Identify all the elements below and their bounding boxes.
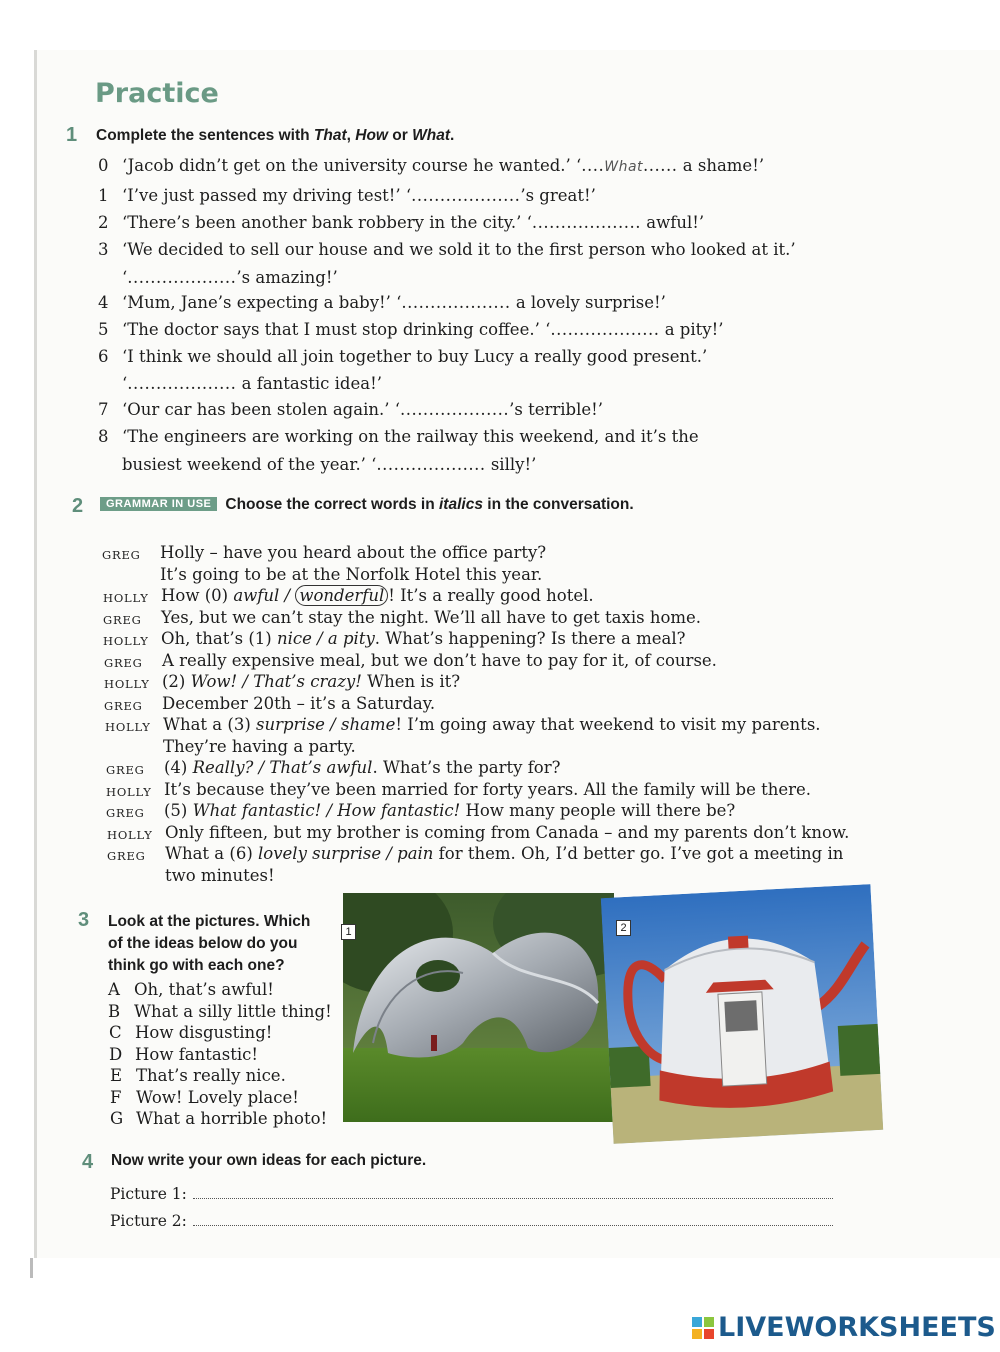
item-number: 3 <box>98 240 109 259</box>
speaker-name: HOLLY <box>104 677 150 691</box>
circled-example-answer: wonderful <box>295 585 388 606</box>
speaker-name: HOLLY <box>103 591 149 605</box>
exercise-1-item: 6 ‘I think we should all join together to buy Lucy a really good present.’ <box>98 347 708 366</box>
item-number: 2 <box>98 213 109 232</box>
grammar-in-use-badge: GRAMMAR IN USE <box>100 497 217 511</box>
answer-blank[interactable]: ................... <box>401 293 511 312</box>
choice-options[interactable]: awful / <box>233 586 296 605</box>
item-number: 4 <box>98 293 109 312</box>
brand-name: LIVEWORKSHEETS <box>718 1312 996 1343</box>
conversation-line: It’s going to be at the Norfolk Hotel this year. <box>160 564 543 584</box>
exercise-1-item: 1 ‘I’ve just passed my driving test!’ ‘...................’s great!’ <box>98 186 596 205</box>
conversation-line: They’re having a party. <box>163 736 356 756</box>
item-number: 0 <box>98 156 109 175</box>
speaker-name: HOLLY <box>105 720 151 734</box>
exercise-4-instruction: Now write your own ideas for each picture. <box>111 1152 427 1169</box>
answer-blank[interactable]: ................... <box>127 374 237 393</box>
choice-options[interactable]: What fantastic! / How fantastic! <box>192 801 461 820</box>
conversation-line: How (0) awful / wonderful ! It’s a really good hotel. <box>161 586 594 605</box>
idea-option: B What a silly little thing! <box>108 1001 332 1021</box>
item-number: 6 <box>98 347 109 366</box>
page-title: Practice <box>95 78 219 109</box>
idea-option: A Oh, that’s awful! <box>108 980 274 999</box>
conversation-line: (5) What fantastic! / How fantastic! How many people will there be? <box>164 801 736 820</box>
speaker-name: GREG <box>104 698 143 713</box>
conversation-line: What a (6) lovely surprise / pain for them. Oh, I’d better go. I’ve got a meeting in <box>165 844 844 863</box>
conversation-line: Only fifteen, but my brother is coming from Canada – and my parents don’t know. <box>165 822 850 842</box>
exercise-1-instruction: Complete the sentences with That, How or What. <box>96 127 455 144</box>
speaker-name: GREG <box>107 849 146 863</box>
answer-blank[interactable]: ................... <box>399 400 510 419</box>
conversation-line: Yes, but we can’t stay the night. We’ll all have to get taxis home. <box>161 607 702 627</box>
exercise-1-number: 1 <box>66 124 78 146</box>
conversation-line: (4) Really? / That’s awful. What’s the party for? <box>164 758 561 777</box>
choice-options[interactable]: nice / a pity <box>276 629 375 648</box>
exercise-2-number: 2 <box>72 495 84 517</box>
speaker-name: HOLLY <box>107 827 153 842</box>
item-number: 7 <box>98 400 109 419</box>
exercise-3-number: 3 <box>78 909 90 931</box>
page-edge <box>30 1258 33 1278</box>
answer-blank[interactable]: ................... <box>411 186 521 205</box>
example-answer: What <box>604 159 644 175</box>
exercise-2-instruction: GRAMMAR IN USE Choose the correct words in italics in the conversation. <box>100 496 634 514</box>
answer-blank[interactable]: ................... <box>531 213 642 232</box>
speaker-name: GREG <box>103 612 142 627</box>
speaker-name: GREG <box>106 763 145 777</box>
speaker-name: GREG <box>104 655 143 670</box>
exercise-1-item: 4 ‘Mum, Jane’s expecting a baby!’ ‘................... a lovely surprise!’ <box>98 293 666 312</box>
item-number: 1 <box>98 186 109 205</box>
picture-1-label: 1 <box>341 924 356 940</box>
picture-2-answer-line[interactable]: Picture 2: <box>110 1212 833 1230</box>
conversation-line: It’s because they’ve been married for forty years. All the family will be there. <box>164 779 812 799</box>
exercise-1-item: 5 ‘The doctor says that I must stop drinking coffee.’ ‘................... a pity!’ <box>98 320 724 339</box>
picture-1-pavilion <box>343 893 614 1122</box>
item-number: 5 <box>98 320 109 339</box>
choice-options[interactable]: Wow! / That’s crazy! <box>190 672 362 691</box>
conversation-line: What a (3) surprise / shame! I’m going away that weekend to visit my parents. <box>163 715 821 734</box>
conversation-line: December 20th – it’s a Saturday. <box>162 693 436 713</box>
exercise-1-item: 7 ‘Our car has been stolen again.’ ‘...................’s terrible!’ <box>98 400 603 419</box>
speaker-name: GREG <box>102 548 141 562</box>
answer-blank[interactable]: ................... <box>550 320 660 339</box>
choice-options[interactable]: surprise / shame <box>256 715 396 734</box>
picture-2-teapot-house <box>601 884 884 1144</box>
idea-option: F Wow! Lovely place! <box>110 1087 299 1107</box>
exercise-1-item: busiest weekend of the year.’ ‘................... silly!’ <box>122 455 537 474</box>
idea-option: G What a horrible photo! <box>110 1109 328 1128</box>
idea-option: E That’s really nice. <box>110 1066 286 1085</box>
exercise-1-item: ‘...................’s amazing!’ <box>122 268 338 287</box>
answer-blank[interactable]: ................... <box>127 268 237 287</box>
conversation-line: A really expensive meal, but we don’t have to pay for it, of course. <box>162 650 717 670</box>
choice-options[interactable]: lovely surprise / pain <box>258 844 434 863</box>
liveworksheets-logo-icon <box>692 1317 714 1339</box>
choice-options[interactable]: Really? / That’s awful <box>192 758 373 777</box>
conversation-line: two minutes! <box>165 865 275 885</box>
exercise-1-item: 0 ‘Jacob didn’t get on the university course he wanted.’ ‘....What...... a shame!’ <box>98 156 765 175</box>
speaker-name: HOLLY <box>103 634 149 648</box>
exercise-4-number: 4 <box>82 1151 94 1173</box>
conversation-line: (2) Wow! / That’s crazy! When is it? <box>162 672 461 691</box>
item-number: 8 <box>98 427 109 446</box>
picture-1-answer-line[interactable]: Picture 1: <box>110 1185 833 1203</box>
exercise-1-item: 2 ‘There’s been another bank robbery in the city.’ ‘................... awful!’ <box>98 213 705 232</box>
picture-2-label: 2 <box>616 920 631 936</box>
conversation-line: Oh, that’s (1) nice / a pity. What’s happening? Is there a meal? <box>161 629 686 648</box>
exercise-1-item: 3 ‘We decided to sell our house and we sold it to the first person who looked at it.’ <box>98 240 796 259</box>
answer-blank[interactable]: ................... <box>376 455 486 474</box>
idea-option: C How disgusting! <box>109 1023 273 1042</box>
speaker-name: GREG <box>106 806 145 820</box>
exercise-1-item: ‘................... a fantastic idea!’ <box>122 374 382 393</box>
exercise-1-item: 8 ‘The engineers are working on the railway this weekend, and it’s the <box>98 427 699 446</box>
speaker-name: HOLLY <box>106 784 152 799</box>
idea-option: D How fantastic! <box>109 1044 258 1064</box>
exercise-3-instruction: Look at the pictures. Which of the ideas below do you think go with each one? <box>108 913 311 974</box>
conversation-line: Holly – have you heard about the office party? <box>160 543 547 562</box>
